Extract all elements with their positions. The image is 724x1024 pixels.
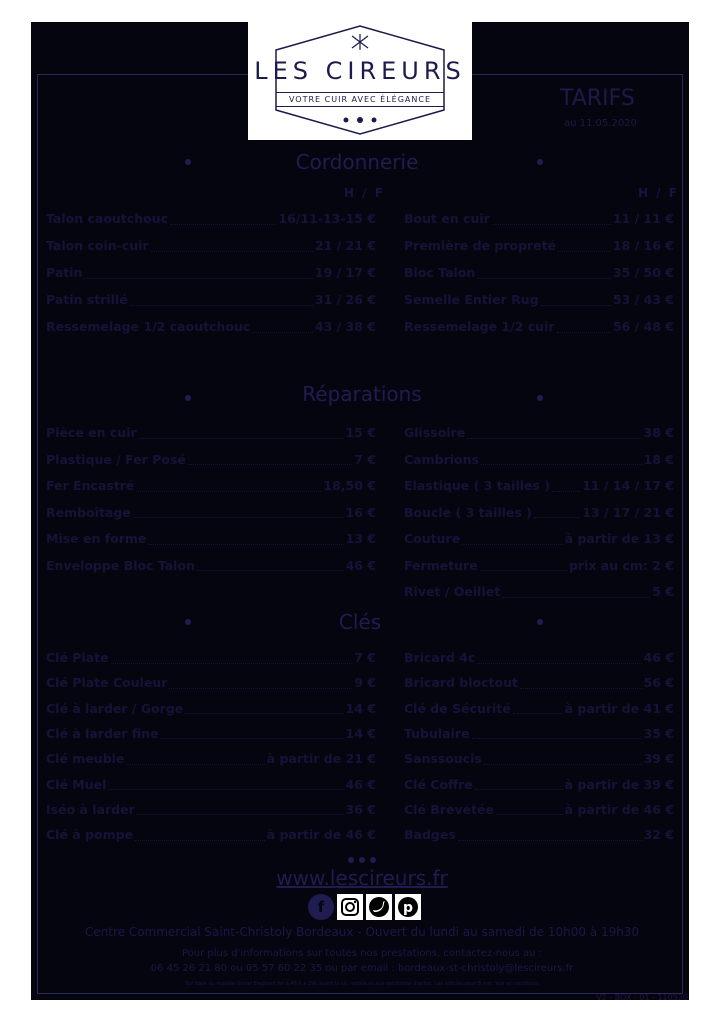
price-row: [404, 531, 674, 548]
price-row-label: Cambrions: [404, 451, 479, 467]
dot-leader: [161, 729, 344, 739]
price-row-label: Clé Coffre: [404, 776, 473, 792]
price-row-label: Bricard bloctout: [404, 675, 518, 691]
price-row-price: 18,50 €: [323, 478, 376, 493]
price-row-label: Iséo à larder: [46, 801, 135, 817]
dot-leader: [169, 679, 352, 689]
price-row-label: Tubulaire: [404, 725, 470, 741]
price-row-label: Clé à larder / Gorge: [46, 700, 184, 716]
price-row: [404, 452, 674, 469]
dot-leader: [84, 269, 312, 279]
price-row-price: 38 €: [643, 425, 674, 440]
dot-leader: [534, 508, 580, 518]
price-row-price: 21 / 21 €: [314, 238, 376, 253]
dot-leader: [477, 269, 611, 279]
price-row-price: à partir de 21 €: [266, 751, 376, 767]
price-row: [46, 701, 376, 718]
price-row-label: Ressemelage 1/2 cuir: [404, 319, 555, 334]
dot-leader: [480, 561, 567, 571]
price-row: [404, 827, 674, 844]
price-row-label: Clé Plate Couleur: [46, 675, 168, 691]
price-row: [404, 726, 674, 743]
price-row-price: 46 €: [345, 776, 376, 792]
price-row: [404, 265, 674, 282]
price-row-price: à partir de 46 €: [564, 801, 674, 817]
price-row: [404, 478, 674, 495]
price-row-label: Enveloppe Bloc Talon: [46, 557, 195, 573]
price-row: [404, 211, 674, 228]
section-title-cles: Clés: [338, 610, 382, 634]
price-row: [46, 558, 376, 575]
dot-leader: [552, 482, 580, 492]
price-row-price: 14 €: [345, 700, 376, 716]
section-bullet: [537, 159, 543, 165]
dot-leader: [151, 242, 313, 252]
price-row: [46, 478, 376, 495]
price-row-label: Pièce en cuir: [46, 425, 137, 440]
price-row-label: Fermeture: [404, 557, 478, 573]
price-row: [404, 701, 674, 718]
price-row-price: 36 €: [345, 801, 376, 817]
dot-leader: [496, 805, 563, 815]
dot-leader: [520, 679, 642, 689]
price-row-label: Bricard 4c: [404, 650, 476, 665]
price-row-price: 5 €: [652, 584, 674, 599]
dot-leader: [458, 831, 642, 841]
legal-note: Sur base du modèle Unisel Elephant fer à 46 € à 19h avant la loi, mobile et aux conditions d'achat. Les articles sous 8 mm. Voir et conditions: [185, 981, 539, 987]
dot-leader: [136, 482, 321, 492]
price-row-price: 32 €: [643, 827, 674, 843]
price-row-label: Talon caoutchouc: [46, 211, 168, 226]
price-row: [46, 531, 376, 548]
dot-leader: [541, 296, 611, 306]
price-row: [404, 238, 674, 255]
section-bullet: [537, 395, 543, 401]
svg-text:p: p: [402, 900, 414, 916]
logo-brush-icon: [352, 34, 368, 50]
dot-leader: [492, 215, 611, 225]
price-row-label: Couture: [404, 531, 461, 546]
price-row-label: Clé à larder fine: [46, 725, 159, 741]
price-row-price: à partir de 46 €: [266, 827, 376, 843]
price-row-label: Elastique ( 3 tailles ): [404, 478, 550, 493]
price-row: [46, 425, 376, 442]
price-row-price: 39 €: [643, 751, 674, 767]
price-row-label: Bout en cuir: [404, 211, 490, 226]
price-row-price: 14 €: [345, 725, 376, 741]
header-hf-left: H / F: [344, 186, 385, 200]
price-row-label: Semelle Entier Rug: [404, 292, 539, 307]
dot-leader: [185, 704, 343, 714]
dot-leader: [252, 323, 313, 333]
contact-line-1: Pour plus d'informations sur toutes nos prestations, contactez-nous au :: [182, 948, 542, 959]
dot-leader: [170, 215, 276, 225]
dot-leader: [475, 780, 563, 790]
price-row-label: Fer Encastré: [46, 478, 135, 493]
price-row: [404, 292, 674, 309]
price-row-price: 53 / 43 €: [612, 292, 674, 307]
dot-leader: [139, 429, 344, 439]
section-bullet: [185, 159, 191, 165]
price-row: [46, 452, 376, 469]
price-row-label: Clé à pompe: [46, 827, 134, 843]
logo-tagline: VOTRE CUIR AVEC ÉLÉGANCE: [276, 92, 444, 107]
dot-leader: [513, 704, 563, 714]
dot-leader: [197, 561, 344, 571]
facebook-icon[interactable]: f: [308, 894, 334, 920]
dot-leader: [108, 780, 343, 790]
price-row-label: Ressemelage 1/2 caoutchouc: [46, 319, 251, 334]
dot-leader: [467, 429, 641, 439]
price-row: [404, 675, 674, 692]
section-title-reparations: Réparations: [302, 382, 422, 406]
dot-leader: [137, 805, 344, 815]
price-row: [46, 827, 376, 844]
price-row-label: Talon coin-cuir: [46, 238, 149, 253]
section-bullet: [185, 395, 191, 401]
dot-leader: [133, 508, 344, 518]
price-row: [46, 505, 376, 522]
price-row: [46, 292, 376, 309]
price-row-price: 15 €: [345, 425, 376, 440]
contact-line-2: 06 45 26 21 80 ou 05 57 60 22 35 ou par email : bordeaux-st-christoly@lescireurs.fr: [150, 963, 574, 974]
price-row-label: Boucle ( 3 tailles ): [404, 504, 532, 520]
price-row-label: Mise en forme: [46, 531, 147, 546]
price-row-label: Clé Brevetée: [404, 801, 495, 817]
separator-dots: [348, 848, 381, 867]
dot-leader: [502, 588, 650, 598]
price-row: [46, 211, 376, 228]
price-row: [404, 558, 674, 575]
price-row-price: 7 €: [354, 650, 376, 665]
price-row-price: à partir de 41 €: [564, 700, 674, 716]
price-row-price: 31 / 26 €: [314, 292, 376, 307]
section-title-cordonnerie: Cordonnerie: [295, 150, 419, 174]
price-row-label: Patin strillé: [46, 292, 128, 307]
price-row: [46, 238, 376, 255]
dot-leader: [481, 455, 642, 465]
tarifs-date: au 11.05.2020: [564, 118, 637, 129]
price-row-price: 56 / 48 €: [612, 319, 674, 334]
tarifs-title: TARIFS: [560, 86, 635, 111]
price-row-label: Clé meuble: [46, 751, 125, 767]
logo-title: LES CIREURS: [254, 57, 466, 85]
price-row-price: 19 / 17 €: [314, 265, 376, 280]
dot-leader: [462, 535, 562, 545]
price-row: [404, 650, 674, 667]
price-row: [404, 319, 674, 336]
dot-leader: [111, 654, 353, 664]
dot-leader: [126, 755, 264, 765]
social-links: [308, 894, 421, 920]
price-row-label: Bloc Talon: [404, 265, 476, 280]
price-row: [46, 319, 376, 336]
price-row-price: 46 €: [345, 557, 376, 573]
price-row-label: Patin: [46, 265, 83, 280]
price-row-price: 35 / 50 €: [612, 265, 674, 280]
price-row-label: Rivet / Oeillet: [404, 584, 501, 599]
dot-leader: [477, 654, 641, 664]
dot-leader: [148, 535, 343, 545]
dot-leader: [130, 296, 313, 306]
instagram-icon[interactable]: [337, 894, 363, 920]
dot-leader: [484, 755, 642, 765]
price-row-price: 13 €: [345, 531, 376, 546]
price-row-label: Clé Muel: [46, 776, 107, 792]
price-row-price: 11 / 14 / 17 €: [582, 478, 674, 493]
price-row: [46, 265, 376, 282]
price-row: [404, 777, 674, 794]
price-row-price: 13 / 17 / 21 €: [582, 504, 674, 520]
brand-logo: [248, 22, 472, 140]
price-row: [46, 650, 376, 667]
price-row-label: Clé de Sécurité: [404, 700, 511, 716]
price-row-price: 7 €: [354, 451, 376, 467]
price-row-label: Remboîtage: [46, 504, 131, 520]
price-row-label: Glissoire: [404, 425, 466, 440]
section-bullet: [537, 619, 543, 625]
price-row-price: à partir de 13 €: [564, 531, 674, 546]
price-row-price: 16/11-13-15 €: [278, 211, 376, 226]
version-code: V2 - BOX - 01 - 110520: [596, 993, 688, 1002]
price-row-price: 9 €: [354, 675, 376, 691]
twitter-icon[interactable]: [366, 894, 392, 920]
price-row-price: 56 €: [643, 675, 674, 691]
dot-leader: [188, 455, 352, 465]
price-row-price: prix au cm: 2 €: [568, 557, 674, 573]
price-row: [46, 751, 376, 768]
price-row-label: Clé Plate: [46, 650, 109, 665]
price-row-price: 18 €: [643, 451, 674, 467]
price-row-price: 18 / 16 €: [612, 238, 674, 253]
price-row: [46, 802, 376, 819]
price-row-label: Première de propreté: [404, 238, 557, 253]
price-row: [404, 505, 674, 522]
price-row: [46, 777, 376, 794]
website-link[interactable]: www.lescireurs.fr: [276, 866, 448, 890]
price-row: [404, 802, 674, 819]
dot-leader: [472, 729, 642, 739]
price-row-price: 11 / 11 €: [612, 211, 674, 226]
price-row-label: Plastique / Fer Posé: [46, 451, 186, 467]
price-row-price: à partir de 39 €: [564, 776, 674, 792]
price-row-price: 43 / 38 €: [314, 319, 376, 334]
price-row: [46, 675, 376, 692]
price-row-price: 46 €: [643, 650, 674, 665]
pinterest-icon[interactable]: [395, 894, 421, 920]
price-row: [404, 425, 674, 442]
price-row-price: 16 €: [345, 504, 376, 520]
section-bullet: [185, 619, 191, 625]
header-hf-right: H / F: [638, 186, 679, 200]
price-row-label: Sanssoucis: [404, 751, 482, 767]
price-row: [404, 751, 674, 768]
dot-leader: [135, 831, 265, 841]
price-row: [404, 584, 674, 601]
address-line: Centre Commercial Saint-Christoly Bordeaux - Ouvert du lundi au samedi de 10h00 à 19h30: [84, 925, 640, 939]
price-row-label: Badges: [404, 827, 456, 843]
price-row: [46, 726, 376, 743]
dot-leader: [558, 242, 611, 252]
price-row-price: 35 €: [643, 725, 674, 741]
dot-leader: [557, 323, 611, 333]
